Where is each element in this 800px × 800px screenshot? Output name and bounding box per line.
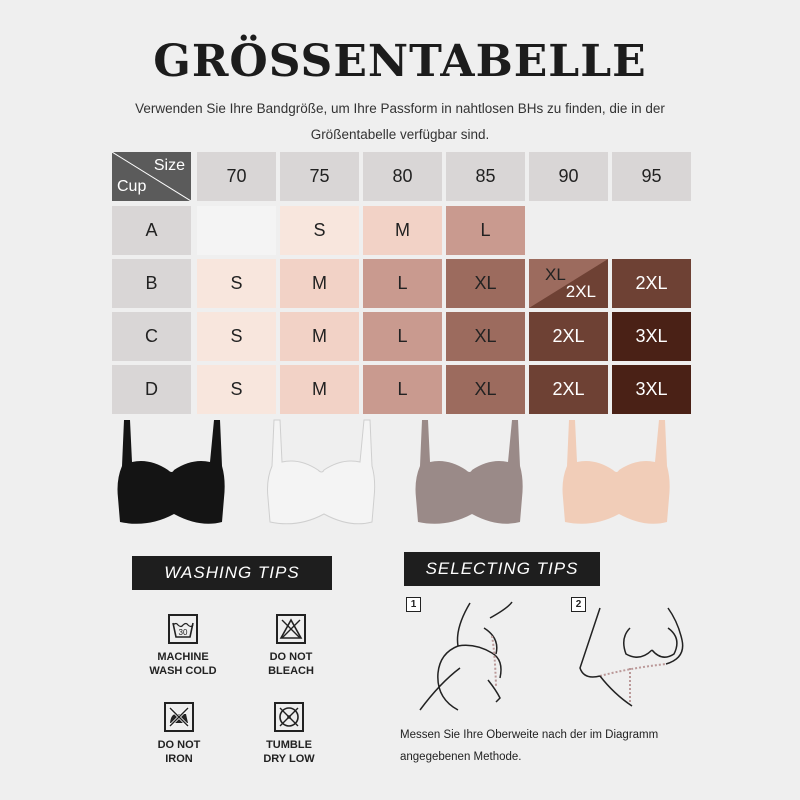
washing-tips-banner (132, 556, 332, 590)
band-size-header: 80 (363, 152, 442, 201)
cup-size-header: C (112, 312, 191, 361)
selecting-tips-title: SELECTING TIPS (425, 559, 579, 578)
size-label-upper: XL (545, 265, 566, 284)
washing-tips-title: WASHING TIPS (164, 563, 300, 582)
tip-label-line1: MACHINE (157, 651, 209, 663)
size-cell: L (363, 312, 442, 361)
tip-label-line1: DO NOT (269, 651, 313, 663)
tip-label-line2: IRON (165, 753, 193, 765)
size-cell: 2XL (612, 259, 691, 308)
tip-label-line2: WASH COLD (149, 665, 217, 677)
nude-bra-image (555, 418, 675, 536)
taupe-bra-image (408, 418, 528, 536)
measure-step-2-illustration (570, 598, 700, 713)
band-size-header: 90 (529, 152, 608, 201)
step-1-badge: 1 (406, 597, 421, 612)
size-cell: 2XL (529, 365, 608, 414)
band-size-header: 85 (446, 152, 525, 201)
tip-do-not-iron (124, 702, 234, 766)
size-cell: XL (446, 259, 525, 308)
tip-label-line2: DRY LOW (263, 753, 315, 765)
size-cell: M (363, 206, 442, 255)
cup-size-header: D (112, 365, 191, 414)
size-label-lower: 2XL (565, 282, 596, 301)
product-images (100, 418, 700, 538)
size-cell: XL (446, 312, 525, 361)
wash-30-icon (168, 614, 198, 644)
do-not-iron-icon (164, 702, 194, 732)
band-size-header: 75 (280, 152, 359, 201)
size-cell: XL (446, 365, 525, 414)
size-cell: M (280, 365, 359, 414)
tip-label-line2: BLEACH (268, 665, 314, 677)
cup-size-header: B (112, 259, 191, 308)
size-cell: S (197, 312, 276, 361)
cup-size-header: A (112, 206, 191, 255)
step-2-badge: 2 (571, 597, 586, 612)
size-cell: L (446, 206, 525, 255)
split-size-cell (529, 259, 608, 308)
size-cell: 3XL (612, 312, 691, 361)
tip-do-not-bleach (236, 614, 346, 678)
empty-cell (197, 206, 276, 255)
table-corner-header (112, 152, 191, 201)
band-size-header: 70 (197, 152, 276, 201)
svg-text:30: 30 (178, 628, 188, 637)
white-bra-image (260, 418, 380, 536)
page-title: GRÖSSENTABELLE (153, 36, 647, 87)
tip-label-line1: TUMBLE (266, 739, 312, 751)
size-cell: M (280, 312, 359, 361)
size-cell: S (197, 259, 276, 308)
corner-cup-label: Cup (117, 178, 147, 195)
measure-step-1-illustration (400, 598, 570, 713)
band-size-header: 95 (612, 152, 691, 201)
do-not-bleach-icon (276, 614, 306, 644)
size-cell: L (363, 259, 442, 308)
tumble-dry-low-icon (274, 702, 304, 732)
measure-instructions: Messen Sie Ihre Oberweite nach der im Diagramm angegebenen Methode. (400, 729, 659, 763)
page-subtitle: Verwenden Sie Ihre Bandgröße, um Ihre Passform in nahtlosen BHs zu finden, die in der Größentabelle verfügbar sind. (135, 101, 665, 142)
size-cell: M (280, 259, 359, 308)
tip-machine-wash (128, 614, 238, 678)
size-cell: S (197, 365, 276, 414)
tip-label-line1: DO NOT (157, 739, 201, 751)
black-bra-image (110, 418, 230, 536)
corner-size-label: Size (153, 157, 185, 174)
size-cell: 3XL (612, 365, 691, 414)
tip-tumble-dry-low (234, 702, 344, 766)
size-cell: L (363, 365, 442, 414)
size-cell: S (280, 206, 359, 255)
size-cell: 2XL (529, 312, 608, 361)
selecting-tips-banner (404, 552, 600, 586)
